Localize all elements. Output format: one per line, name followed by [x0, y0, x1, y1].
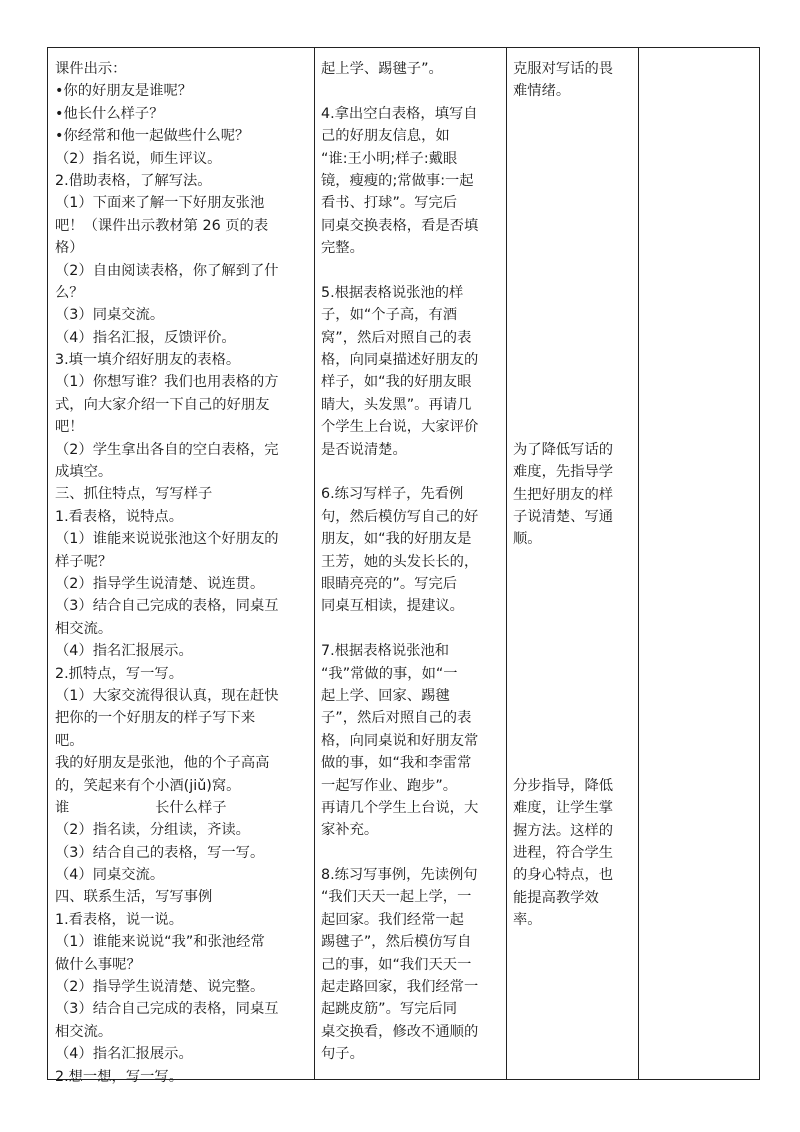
text-line: 样子呢？: [55, 553, 113, 570]
text-line: 起上学、回家、踢毽: [321, 687, 450, 704]
text-line: 同桌互相读，提建议。: [321, 598, 464, 615]
text-line: （1）你想写谁？我们也用表格的方: [55, 374, 279, 391]
text-line: 么？: [55, 284, 84, 301]
text-line: 6.练习写样子，先看例: [321, 486, 464, 503]
text-line: 把你的一个好朋友的样子写下来: [55, 710, 256, 727]
text-line: （1）下面来了解一下好朋友张池: [55, 195, 265, 212]
text-line: （2）指导学生说清楚、说完整。: [55, 979, 265, 996]
text-line: 难度，让学生掌: [513, 800, 614, 817]
text-line: 4.拿出空白表格，填写自: [321, 105, 478, 122]
text-line: （3）同桌交流。: [55, 307, 165, 324]
text-line: （2）学生拿出各自的空白表格，完: [55, 441, 279, 458]
text-line: 课件出示：: [55, 61, 127, 77]
text-line: 8.练习写事例，先读例句: [321, 867, 478, 884]
text-line: 起跳皮筋”。写完后同: [321, 1001, 458, 1018]
text-line: 句，然后模仿写自己的好: [321, 508, 479, 525]
design-intent-block: [513, 775, 637, 932]
text-line: 格，向同桌说和好朋友常: [321, 732, 479, 749]
text-line: 的身心特点，也: [513, 867, 614, 884]
text-line: 做的事，如“我和李雷常: [321, 755, 472, 772]
text-line: （3）结合自己的表格，写一写。: [55, 844, 265, 861]
text-line: 子”，然后对照自己的表: [321, 710, 472, 727]
text-line: 的，笑起来有个小酒(jiǔ)窝。: [55, 777, 241, 794]
text-line: 谁 长什么样子: [55, 799, 227, 816]
column-divider: [638, 48, 639, 1079]
text-line: 分步指导，降低: [513, 777, 614, 794]
text-line: （4）同桌交流。: [55, 867, 165, 884]
text-line: 朋友，如“我的好朋友是: [321, 531, 472, 548]
text-line: 成填空。: [55, 464, 113, 481]
text-line: 子，如“个子高，有酒: [321, 307, 458, 324]
text-line: 己的事，如“我们天天一: [321, 956, 472, 973]
text-line: 家补充。: [321, 822, 379, 839]
text-line: （2）指名说，师生评议。: [55, 150, 222, 167]
text-line: 吧！（课件出示教材第 26 页的表: [55, 217, 269, 234]
text-line: 王芳，她的头发长长的，: [321, 553, 479, 570]
text-line: 四、联系生活，写写事例: [55, 889, 213, 906]
text-line: 2.抓特点，写一写。: [55, 665, 184, 682]
text-line: 1.看表格，说一说。: [55, 911, 184, 928]
text-line: 进程，符合学生: [513, 844, 614, 861]
text-line: 吧。: [55, 732, 84, 749]
text-line: （4）指名汇报，反馈评价。: [55, 329, 236, 346]
text-line: 同桌交换表格，看是否填: [321, 217, 479, 234]
text-line: 看书、打球”。写完后: [321, 195, 458, 212]
text-line: “我”常做的事，如“一: [321, 665, 458, 682]
text-line: （3）结合自己完成的表格，同桌互: [55, 1001, 279, 1018]
text-line: 起回家。我们经常一起: [321, 911, 464, 928]
lesson-plan-table: [47, 47, 760, 1085]
text-line: 镜，瘦瘦的;常做事:一起: [321, 172, 474, 189]
text-line: 一起写作业、跑步”。: [321, 777, 458, 794]
text-line: 克服对写话的畏: [513, 61, 614, 77]
text-line: 样子，如“我的好朋友眼: [321, 374, 472, 391]
paragraph-gap: [321, 618, 501, 640]
text-line: •他长什么样子？: [55, 105, 164, 122]
text-line: 能提高教学效: [513, 889, 599, 906]
text-line: 己的好朋友信息，如: [321, 128, 450, 145]
text-line: 我的好朋友是张池，他的个子高高: [55, 755, 270, 772]
text-line: （2）指名读，分组读，齐读。: [55, 822, 250, 839]
column-divider: [314, 48, 315, 1079]
text-line: 2.借助表格，了解写法。: [55, 172, 212, 189]
text-line: 格）: [55, 240, 84, 257]
text-line: 桌交换看，修改不通顺的: [321, 1023, 479, 1040]
student-activity-column: [321, 58, 501, 1066]
text-line: 生把好朋友的样: [513, 486, 614, 503]
text-line: 完整。: [321, 240, 364, 257]
text-line: （4）指名汇报展示。: [55, 643, 193, 660]
text-line: 难度，先指导学: [513, 464, 614, 481]
text-line: 7.根据表格说张池和: [321, 643, 450, 660]
text-line: 相交流。: [55, 620, 113, 637]
column-divider: [506, 48, 507, 1079]
text-line: 做什么事呢？: [55, 956, 141, 973]
text-line: 子说清楚、写通: [513, 508, 614, 525]
text-line: 握方法。这样的: [513, 822, 614, 839]
text-line: 睛大，头发黑”。再请几: [321, 396, 472, 413]
paragraph-gap: [321, 260, 501, 282]
paragraph-gap: [321, 842, 501, 864]
design-intent-block: [513, 439, 637, 551]
design-intent-column: [513, 58, 637, 931]
text-line: （4）指名汇报展示。: [55, 1046, 193, 1063]
paragraph-gap: [321, 80, 501, 102]
text-line: 5.根据表格说张池的样: [321, 284, 464, 301]
text-line: （1）大家交流得很认真，现在赶快: [55, 687, 279, 704]
text-line: 是否说清楚。: [321, 441, 407, 458]
text-line: 眼睛亮亮的”。写完后: [321, 575, 458, 592]
text-line: 句子。: [321, 1046, 364, 1063]
text-line: 窝”，然后对照自己的表: [321, 329, 472, 346]
design-intent-block: [513, 58, 637, 103]
text-line: 再请几个学生上台说，大: [321, 799, 479, 816]
text-line: •你的好朋友是谁呢？: [55, 83, 193, 100]
text-line: （1）谁能来说说张池这个好朋友的: [55, 531, 279, 548]
text-line: 率。: [513, 912, 542, 929]
text-line: 个学生上台说，大家评价: [321, 419, 479, 436]
teaching-process-column: [55, 58, 309, 1088]
text-line: 1.看表格，说特点。: [55, 508, 184, 525]
text-line: 格，向同桌描述好朋友的: [321, 352, 479, 369]
text-line: 起上学、踢毽子”。: [321, 61, 443, 77]
text-line: 踢毽子”，然后模仿写自: [321, 934, 472, 951]
paragraph-gap: [321, 461, 501, 483]
text-line: “我们天天一起上学，一: [321, 889, 472, 906]
text-line: （2）指导学生说清楚、说连贯。: [55, 575, 265, 592]
text-line: 难情绪。: [513, 83, 571, 100]
text-line: 3.填一填介绍好朋友的表格。: [55, 352, 241, 369]
text-line: 起走路回家，我们经常一: [321, 979, 479, 996]
text-line: （2）自由阅读表格，你了解到了什: [55, 262, 279, 279]
text-line: •你经常和他一起做些什么呢？: [55, 128, 250, 145]
text-line: 三、抓住特点，写写样子: [55, 486, 213, 503]
text-line: （3）结合自己完成的表格，同桌互: [55, 598, 279, 615]
text-line: 吧！: [55, 419, 84, 436]
text-line: 2.想一想，写一写。: [55, 1068, 184, 1085]
text-line: 式，向大家介绍一下自己的好朋友: [55, 396, 270, 413]
text-line: 为了降低写话的: [513, 441, 614, 458]
text-line: 相交流。: [55, 1023, 113, 1040]
text-line: 顺。: [513, 531, 542, 548]
text-line: （1）谁能来说说“我”和张池经常: [55, 934, 265, 951]
text-line: “谁:王小明;样子:戴眼: [321, 150, 458, 167]
